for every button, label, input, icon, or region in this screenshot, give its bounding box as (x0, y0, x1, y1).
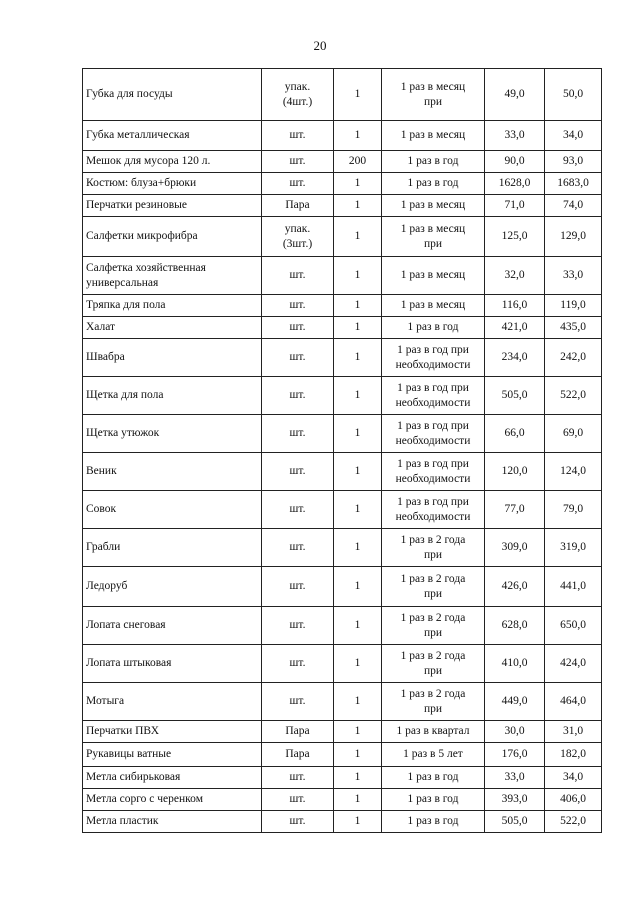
price-cell-2: 1683,0 (545, 173, 602, 195)
price-cell-2: 242,0 (545, 339, 602, 377)
price-cell-2: 74,0 (545, 195, 602, 217)
table-row (83, 811, 602, 833)
price-cell-2: 79,0 (545, 491, 602, 529)
price-cell-1: 66,0 (485, 415, 545, 453)
frequency-cell: 1 раз в год при необходимости (382, 491, 485, 529)
quantity-cell: 1 (334, 453, 382, 491)
item-name-cell: Рукавицы ватные (83, 743, 262, 767)
frequency-cell: 1 раз в 2 года при (382, 683, 485, 721)
frequency-cell: 1 раз в год (382, 767, 485, 789)
frequency-cell: 1 раз в 2 года при (382, 645, 485, 683)
price-cell-1: 426,0 (485, 567, 545, 607)
quantity-cell: 1 (334, 607, 382, 645)
quantity-cell: 1 (334, 529, 382, 567)
item-name-cell: Перчатки ПВХ (83, 721, 262, 743)
price-cell-2: 319,0 (545, 529, 602, 567)
price-cell-1: 32,0 (485, 257, 545, 295)
quantity-cell: 1 (334, 317, 382, 339)
unit-cell: шт. (262, 683, 334, 721)
frequency-cell: 1 раз в год (382, 811, 485, 833)
table-row (83, 195, 602, 217)
price-cell-2: 406,0 (545, 789, 602, 811)
frequency-cell: 1 раз в месяц при (382, 69, 485, 121)
price-cell-1: 628,0 (485, 607, 545, 645)
frequency-cell: 1 раз в год при необходимости (382, 453, 485, 491)
unit-cell: шт. (262, 317, 334, 339)
price-cell-2: 182,0 (545, 743, 602, 767)
page-number: 20 (313, 38, 327, 53)
frequency-cell: 1 раз в месяц (382, 195, 485, 217)
unit-cell: шт. (262, 121, 334, 151)
unit-cell: шт. (262, 767, 334, 789)
price-cell-2: 464,0 (545, 683, 602, 721)
unit-cell: шт. (262, 529, 334, 567)
item-name-cell: Веник (83, 453, 262, 491)
table-row (83, 607, 602, 645)
price-cell-2: 441,0 (545, 567, 602, 607)
table-row (83, 767, 602, 789)
unit-cell: шт. (262, 339, 334, 377)
unit-cell: шт. (262, 645, 334, 683)
quantity-cell: 1 (334, 295, 382, 317)
item-name-cell: Швабра (83, 339, 262, 377)
quantity-cell: 1 (334, 567, 382, 607)
unit-cell: шт. (262, 151, 334, 173)
item-name-cell: Грабли (83, 529, 262, 567)
unit-cell: шт. (262, 607, 334, 645)
item-name-cell: Ледоруб (83, 567, 262, 607)
supplies-table (82, 68, 602, 833)
price-cell-2: 50,0 (545, 69, 602, 121)
table-row (83, 377, 602, 415)
price-cell-1: 49,0 (485, 69, 545, 121)
price-cell-2: 69,0 (545, 415, 602, 453)
unit-cell: шт. (262, 567, 334, 607)
item-name-cell: Метла сорго с черенком (83, 789, 262, 811)
table-row (83, 317, 602, 339)
table-body (83, 69, 602, 833)
item-name-cell: Тряпка для пола (83, 295, 262, 317)
table-row (83, 721, 602, 743)
item-name-cell: Костюм: блуза+брюки (83, 173, 262, 195)
quantity-cell: 1 (334, 415, 382, 453)
item-name-cell: Губка для посуды (83, 69, 262, 121)
price-cell-1: 30,0 (485, 721, 545, 743)
unit-cell: шт. (262, 377, 334, 415)
table-row (83, 69, 602, 121)
table-row (83, 789, 602, 811)
quantity-cell: 1 (334, 69, 382, 121)
price-cell-1: 505,0 (485, 811, 545, 833)
quantity-cell: 1 (334, 121, 382, 151)
price-cell-1: 120,0 (485, 453, 545, 491)
frequency-cell: 1 раз в год при необходимости (382, 415, 485, 453)
frequency-cell: 1 раз в год (382, 317, 485, 339)
item-name-cell: Салфетка хозяйственная универсальная (83, 257, 262, 295)
price-cell-1: 1628,0 (485, 173, 545, 195)
quantity-cell: 1 (334, 377, 382, 415)
item-name-cell: Халат (83, 317, 262, 339)
table-row (83, 151, 602, 173)
quantity-cell: 1 (334, 767, 382, 789)
price-cell-2: 34,0 (545, 121, 602, 151)
quantity-cell: 1 (334, 743, 382, 767)
unit-cell: шт. (262, 789, 334, 811)
price-cell-1: 410,0 (485, 645, 545, 683)
frequency-cell: 1 раз в месяц при (382, 217, 485, 257)
price-cell-2: 34,0 (545, 767, 602, 789)
quantity-cell: 1 (334, 789, 382, 811)
frequency-cell: 1 раз в месяц (382, 121, 485, 151)
price-cell-2: 33,0 (545, 257, 602, 295)
quantity-cell: 1 (334, 257, 382, 295)
table-row (83, 121, 602, 151)
quantity-cell: 1 (334, 195, 382, 217)
quantity-cell: 1 (334, 721, 382, 743)
price-cell-1: 234,0 (485, 339, 545, 377)
frequency-cell: 1 раз в год (382, 173, 485, 195)
price-cell-2: 124,0 (545, 453, 602, 491)
price-cell-1: 33,0 (485, 767, 545, 789)
quantity-cell: 1 (334, 683, 382, 721)
table-row (83, 415, 602, 453)
table-row (83, 217, 602, 257)
price-cell-1: 449,0 (485, 683, 545, 721)
price-cell-1: 176,0 (485, 743, 545, 767)
item-name-cell: Лопата штыковая (83, 645, 262, 683)
item-name-cell: Мешок для мусора 120 л. (83, 151, 262, 173)
item-name-cell: Лопата снеговая (83, 607, 262, 645)
price-cell-2: 435,0 (545, 317, 602, 339)
item-name-cell: Совок (83, 491, 262, 529)
price-cell-1: 505,0 (485, 377, 545, 415)
price-cell-2: 522,0 (545, 811, 602, 833)
frequency-cell: 1 раз в 2 года при (382, 567, 485, 607)
unit-cell: шт. (262, 295, 334, 317)
price-cell-2: 129,0 (545, 217, 602, 257)
table-row (83, 453, 602, 491)
price-cell-1: 71,0 (485, 195, 545, 217)
table-row (83, 257, 602, 295)
price-cell-2: 31,0 (545, 721, 602, 743)
item-name-cell: Мотыга (83, 683, 262, 721)
table-row (83, 339, 602, 377)
frequency-cell: 1 раз в месяц (382, 257, 485, 295)
frequency-cell: 1 раз в месяц (382, 295, 485, 317)
unit-cell: шт. (262, 453, 334, 491)
price-cell-2: 424,0 (545, 645, 602, 683)
price-cell-1: 125,0 (485, 217, 545, 257)
item-name-cell: Щетка утюжок (83, 415, 262, 453)
price-cell-2: 522,0 (545, 377, 602, 415)
quantity-cell: 1 (334, 173, 382, 195)
price-cell-1: 77,0 (485, 491, 545, 529)
unit-cell: шт. (262, 415, 334, 453)
quantity-cell: 1 (334, 217, 382, 257)
quantity-cell: 1 (334, 811, 382, 833)
price-cell-1: 421,0 (485, 317, 545, 339)
price-cell-1: 116,0 (485, 295, 545, 317)
price-cell-1: 90,0 (485, 151, 545, 173)
price-cell-2: 119,0 (545, 295, 602, 317)
unit-cell: шт. (262, 257, 334, 295)
table-row (83, 295, 602, 317)
unit-cell: шт. (262, 173, 334, 195)
table-row (83, 645, 602, 683)
frequency-cell: 1 раз в 2 года при (382, 607, 485, 645)
quantity-cell: 1 (334, 645, 382, 683)
price-cell-1: 33,0 (485, 121, 545, 151)
quantity-cell: 200 (334, 151, 382, 173)
frequency-cell: 1 раз в 5 лет (382, 743, 485, 767)
unit-cell: Пара (262, 721, 334, 743)
frequency-cell: 1 раз в год при необходимости (382, 339, 485, 377)
item-name-cell: Щетка для пола (83, 377, 262, 415)
unit-cell: шт. (262, 491, 334, 529)
unit-cell: шт. (262, 811, 334, 833)
item-name-cell: Метла пластик (83, 811, 262, 833)
frequency-cell: 1 раз в год (382, 789, 485, 811)
unit-cell: упак. (3шт.) (262, 217, 334, 257)
price-cell-2: 93,0 (545, 151, 602, 173)
price-cell-1: 309,0 (485, 529, 545, 567)
item-name-cell: Салфетки микрофибра (83, 217, 262, 257)
table-row (83, 683, 602, 721)
item-name-cell: Метла сибирьковая (83, 767, 262, 789)
item-name-cell: Губка металлическая (83, 121, 262, 151)
unit-cell: Пара (262, 743, 334, 767)
quantity-cell: 1 (334, 491, 382, 529)
table-row (83, 173, 602, 195)
quantity-cell: 1 (334, 339, 382, 377)
price-cell-1: 393,0 (485, 789, 545, 811)
frequency-cell: 1 раз в 2 года при (382, 529, 485, 567)
frequency-cell: 1 раз в год при необходимости (382, 377, 485, 415)
item-name-cell: Перчатки резиновые (83, 195, 262, 217)
frequency-cell: 1 раз в год (382, 151, 485, 173)
table-row (83, 529, 602, 567)
unit-cell: упак. (4шт.) (262, 69, 334, 121)
frequency-cell: 1 раз в квартал (382, 721, 485, 743)
table-row (83, 743, 602, 767)
table-row (83, 491, 602, 529)
unit-cell: Пара (262, 195, 334, 217)
price-cell-2: 650,0 (545, 607, 602, 645)
table-row (83, 567, 602, 607)
